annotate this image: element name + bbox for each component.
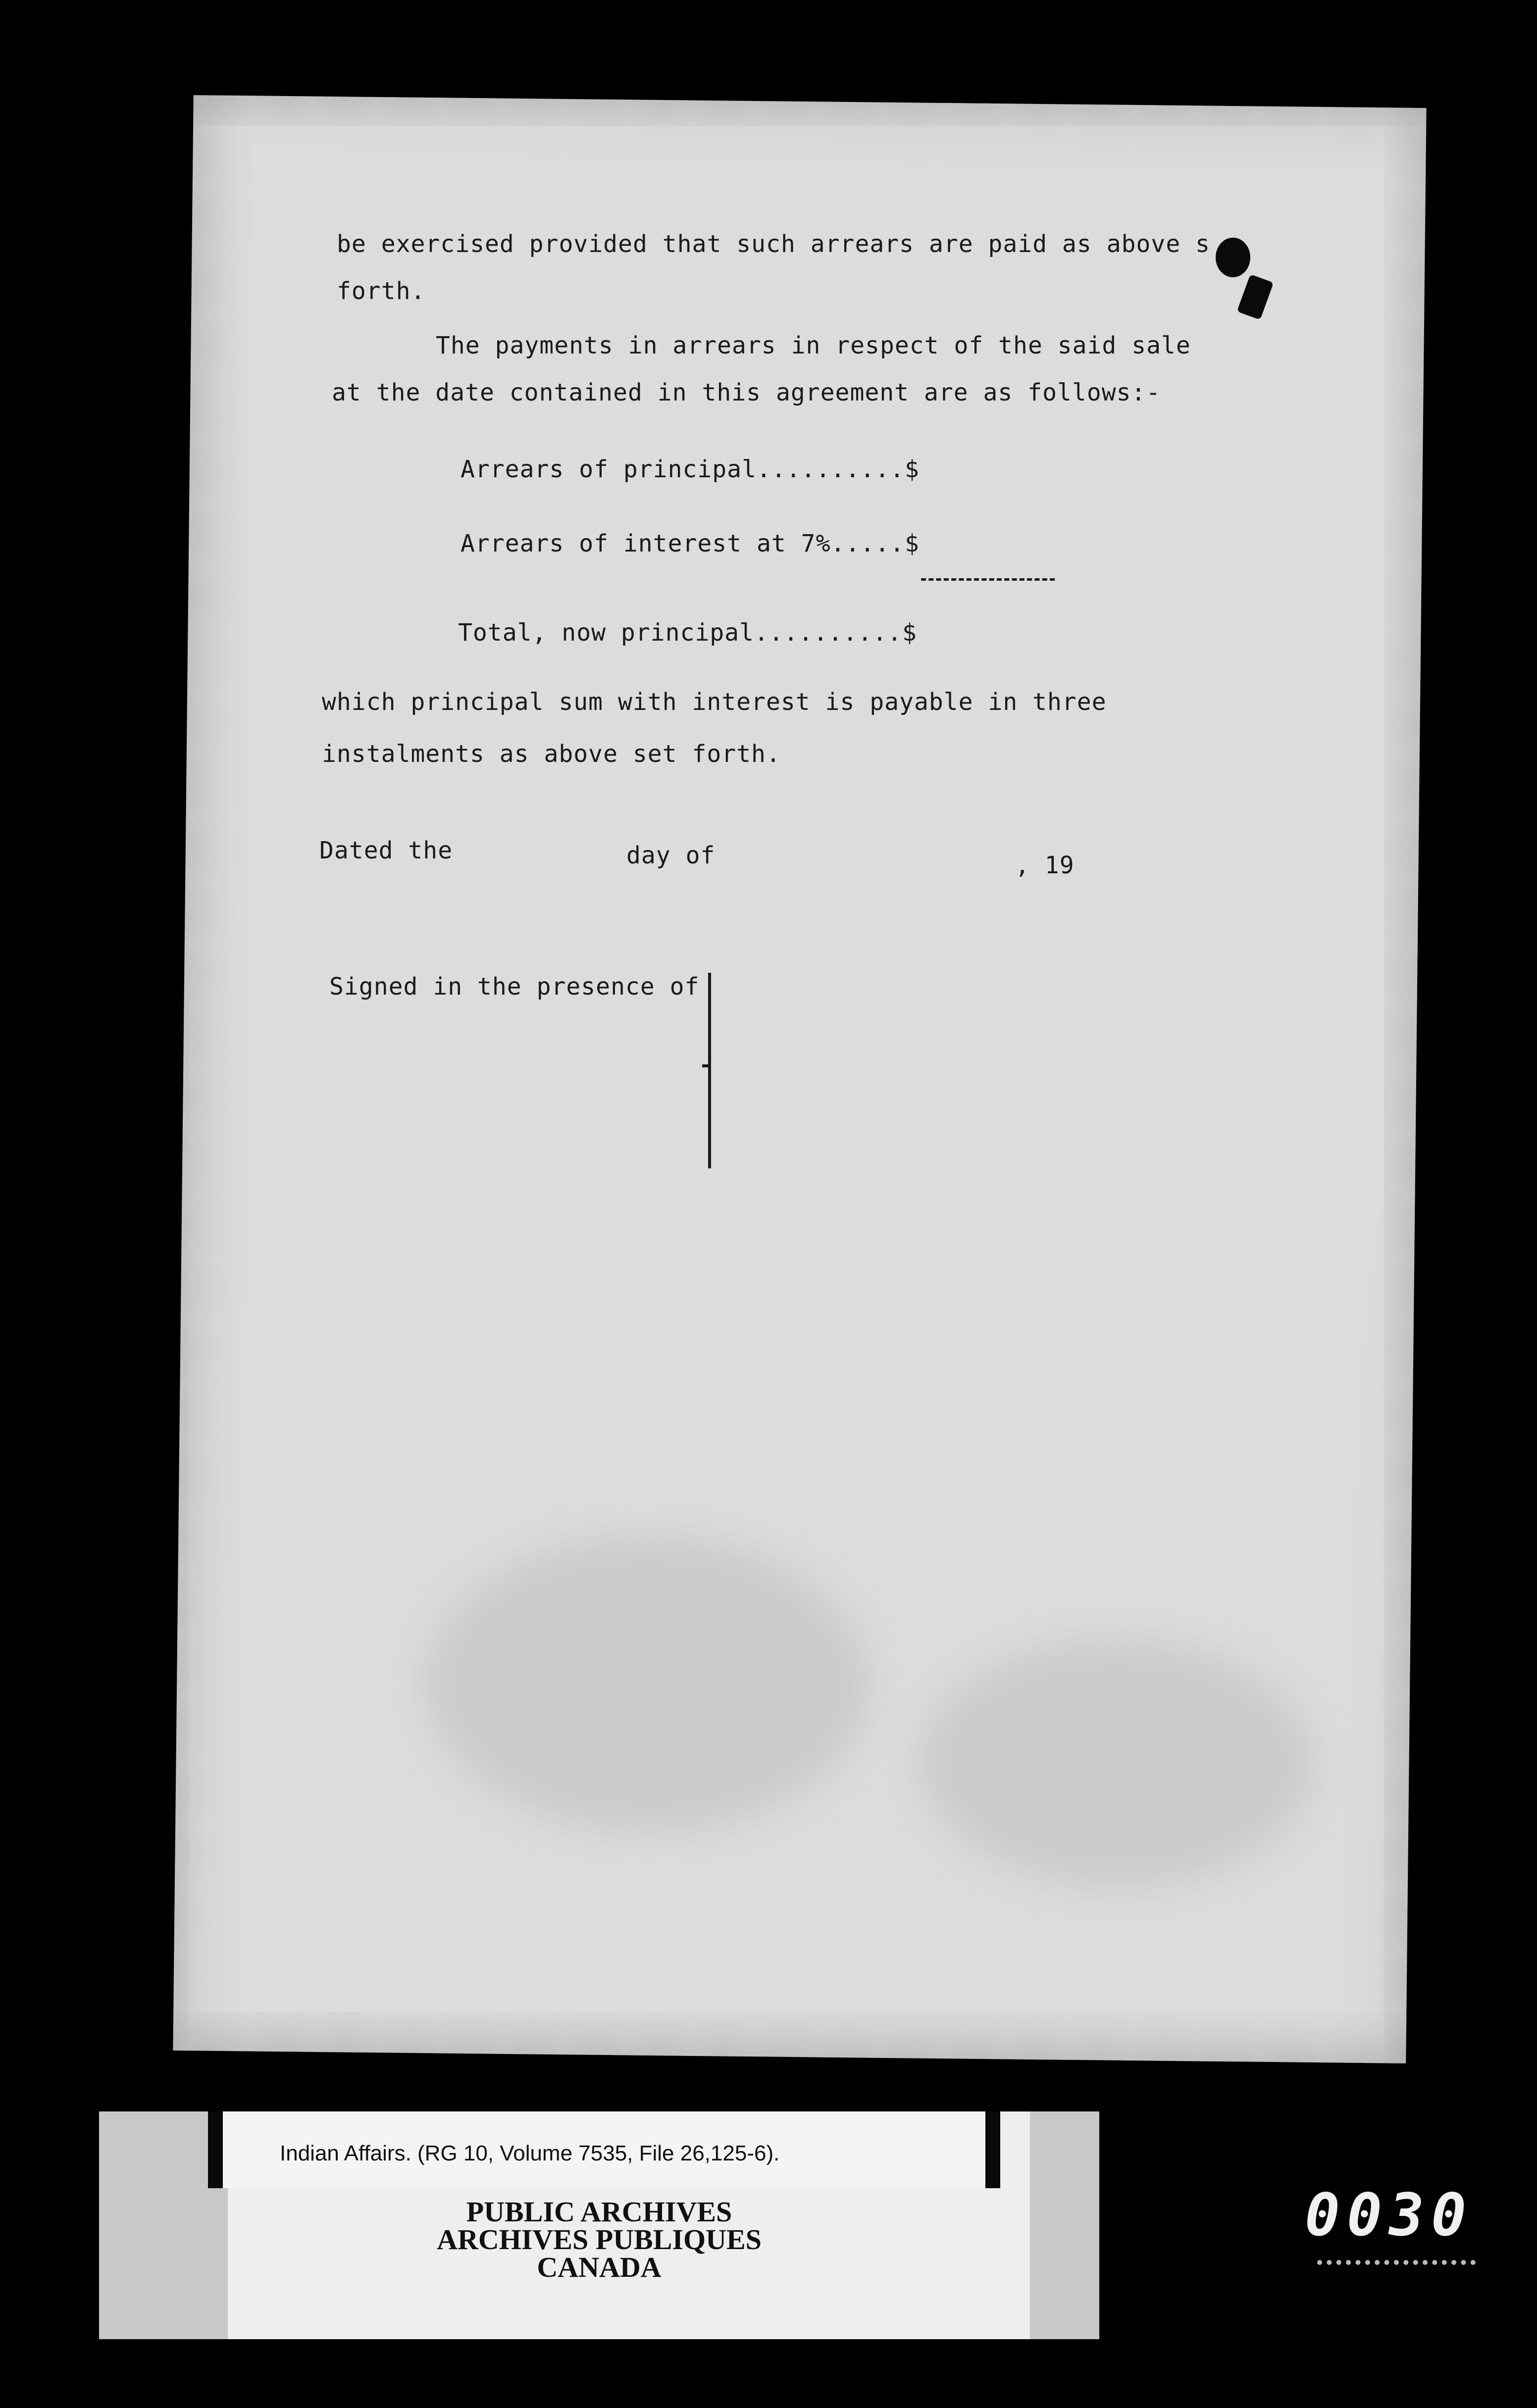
text-line: which principal sum with interest is payable in three	[322, 688, 1107, 716]
arrears-interest-line: Arrears of interest at 7%.....$	[461, 530, 920, 557]
text-line: instalments as above set forth.	[322, 740, 781, 768]
day-of-label: day of	[626, 842, 716, 869]
total-principal-line: Total, now principal..........$	[458, 619, 917, 647]
dashed-rule	[921, 578, 1055, 581]
frame-number: 0030	[1305, 2181, 1474, 2249]
stamp-line: PUBLIC ARCHIVES	[466, 2196, 732, 2228]
stamp-line: ARCHIVES PUBLIQUES	[437, 2223, 762, 2256]
ink-blot	[1216, 238, 1250, 277]
text-line: The payments in arrears in respect of the said sale	[436, 332, 1191, 359]
signature-brace-nub	[702, 1064, 711, 1067]
year-label: , 19	[1015, 852, 1075, 879]
signed-label: Signed in the presence of	[329, 973, 700, 1001]
paper-stain	[423, 1533, 871, 1835]
archive-reference: Indian Affairs. (RG 10, Volume 7535, File 26,125-6).	[280, 2141, 780, 2165]
signature-brace	[708, 973, 719, 1168]
text-line: be exercised provided that such arrears are paid as above s	[337, 230, 1211, 258]
text-line: at the date contained in this agreement are as follows:-	[332, 379, 1161, 406]
text-line: forth.	[337, 277, 426, 305]
paper-stain	[918, 1638, 1316, 1889]
arrears-principal-line: Arrears of principal..........$	[461, 455, 920, 483]
frame-ticks	[1317, 2260, 1476, 2265]
dated-label: Dated the	[319, 837, 453, 864]
archive-stamp	[406, 2198, 792, 2281]
stamp-line: CANADA	[537, 2251, 662, 2283]
